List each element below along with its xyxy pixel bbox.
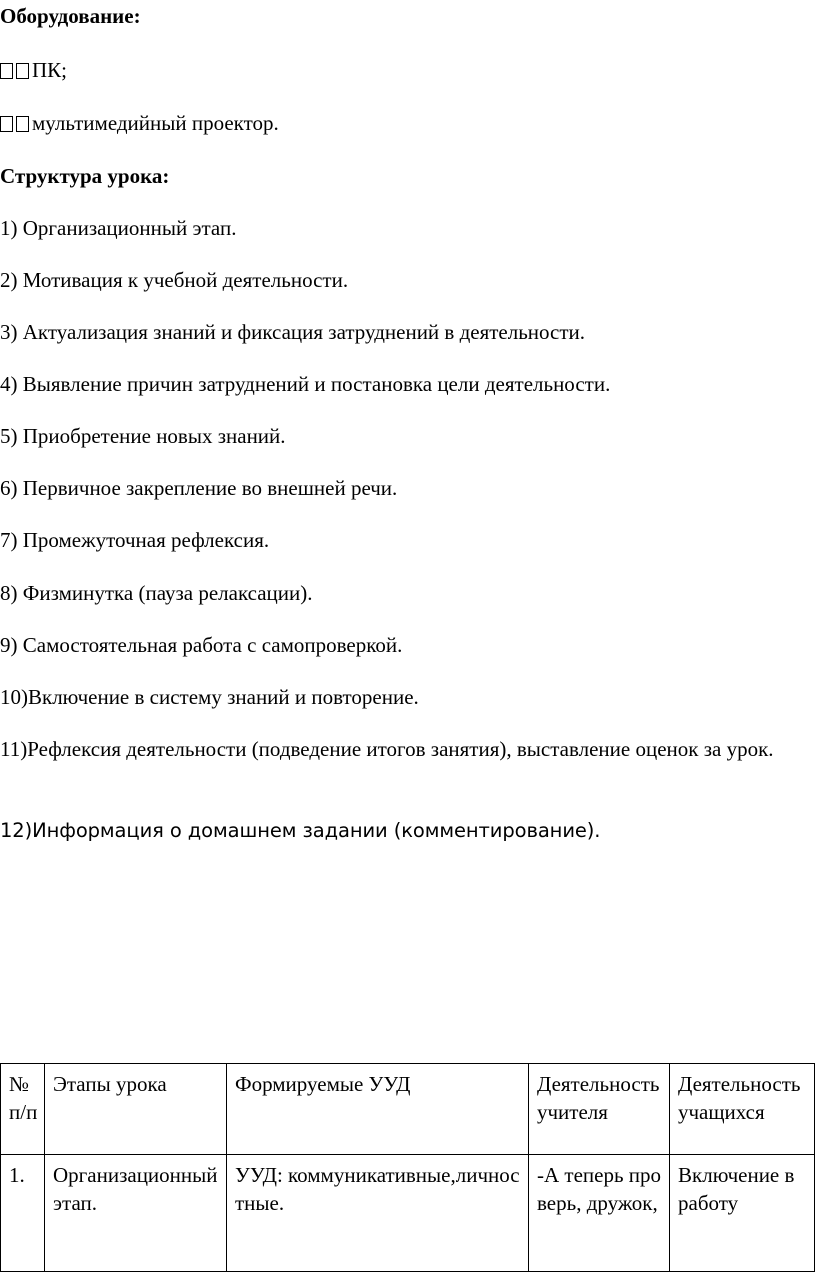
structure-step: 5) Приобретение новых знаний. xyxy=(0,424,286,448)
structure-step: 6) Первичное закрепление во внешней речи. xyxy=(0,476,398,500)
header-cell-stages: Этапы урока xyxy=(45,1064,227,1155)
table-cell: 1. xyxy=(1,1155,45,1272)
table-row xyxy=(1,1155,815,1272)
structure-step: 3) Актуализация знаний и фиксация затруднений в деятельности. xyxy=(0,320,586,344)
bullet-box-icon xyxy=(0,116,13,132)
structure-step: 9) Самостоятельная работа с самопроверкой. xyxy=(0,633,403,657)
equipment-item-label: ПК; xyxy=(32,58,68,82)
equipment-item xyxy=(0,109,279,137)
equipment-item xyxy=(0,56,67,84)
structure-step: 12)Информация о домашнем задании (комментирование). xyxy=(0,819,601,842)
structure-step: 11)Рефлексия деятельности (подведение итогов занятия), выставление оценок за урок. xyxy=(0,737,774,761)
structure-step: 7) Промежуточная рефлексия. xyxy=(0,528,270,552)
header-cell-uud: Формируемые УУД xyxy=(227,1064,529,1155)
header-cell-number: № п/п xyxy=(1,1064,45,1155)
structure-heading: Структура урока: xyxy=(0,164,170,188)
structure-step: 4) Выявление причин затруднений и постановка цели деятельности. xyxy=(0,372,611,396)
header-cell-teacher: Деятельность учителя xyxy=(529,1064,670,1155)
equipment-heading: Оборудование: xyxy=(0,4,141,28)
equipment-item-label: мультимедийный проектор. xyxy=(32,111,279,135)
header-cell-students: Деятельность учащихся xyxy=(670,1064,815,1155)
table-cell: УУД: коммуникативные,личностные. xyxy=(227,1155,529,1272)
bullet-box-icon xyxy=(16,116,29,132)
table-cell: Организационный этап. xyxy=(45,1155,227,1272)
table-cell: -А теперь проверь, дружок, xyxy=(529,1155,670,1272)
table-cell: Включение в работу xyxy=(670,1155,815,1272)
structure-step: 2) Мотивация к учебной деятельности. xyxy=(0,268,349,292)
structure-step: 8) Физминутка (пауза релаксации). xyxy=(0,581,313,605)
structure-step: 1) Организационный этап. xyxy=(0,216,237,240)
bullet-box-icon xyxy=(16,63,29,79)
lesson-stages-table xyxy=(0,1063,815,1272)
bullet-box-icon xyxy=(0,63,13,79)
table-header-row xyxy=(1,1064,815,1155)
structure-step: 10)Включение в систему знаний и повторение. xyxy=(0,685,419,709)
